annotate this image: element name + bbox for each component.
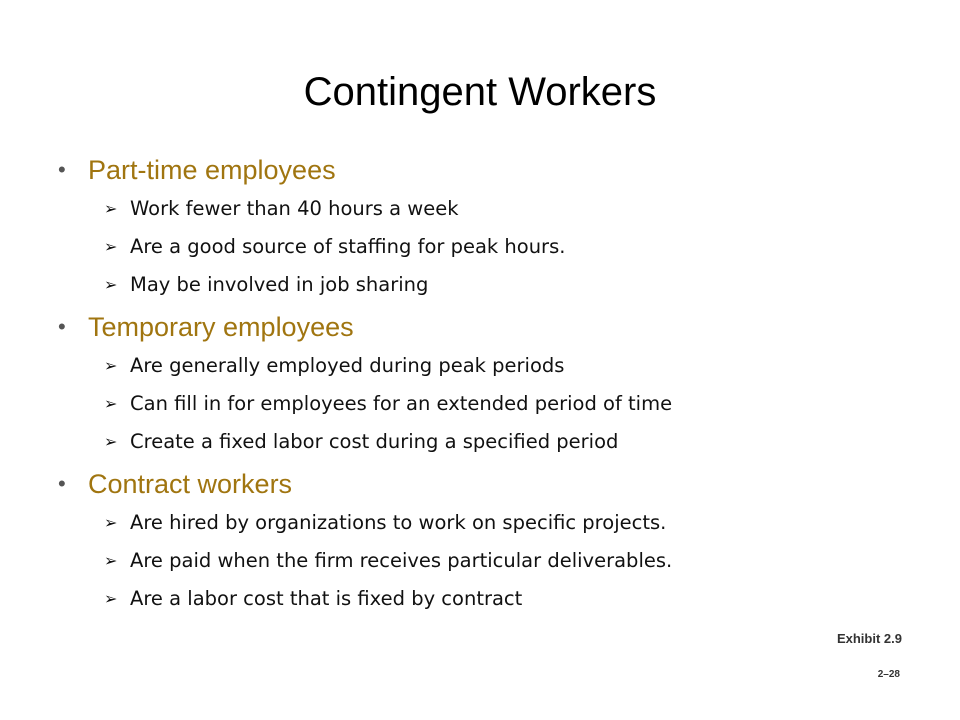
arrow-bullet-icon: ➢ (104, 394, 118, 413)
arrow-bullet-icon: ➢ (104, 199, 118, 218)
list-item-text: Are a labor cost that is fixed by contract (130, 587, 523, 610)
list-item (58, 266, 918, 304)
arrow-bullet-icon: ➢ (104, 589, 118, 608)
list-item-text: Are paid when the firm receives particular deliverables. (130, 549, 673, 572)
list-item (58, 347, 918, 385)
list-item (58, 504, 918, 542)
arrow-bullet-icon: ➢ (104, 513, 118, 532)
list-item (58, 580, 918, 618)
list-item (58, 190, 918, 228)
list-item-text: Create a fixed labor cost during a specified period (130, 430, 619, 453)
section-part-time (58, 150, 918, 304)
exhibit-label: Exhibit 2.9 (836, 631, 902, 646)
section-contract (58, 464, 918, 618)
section-heading (58, 150, 918, 190)
list-item-text: Are hired by organizations to work on specific projects. (130, 511, 667, 534)
list-item-text: Are generally employed during peak periods (130, 354, 565, 377)
arrow-bullet-icon: ➢ (104, 551, 118, 570)
list-item (58, 228, 918, 266)
slide-body (58, 150, 918, 621)
page-number: 2–28 (877, 669, 900, 680)
slide-title: Contingent Workers (303, 70, 657, 114)
list-item (58, 542, 918, 580)
arrow-bullet-icon: ➢ (104, 237, 118, 256)
bullet-icon: • (58, 314, 66, 339)
list-item-text: May be involved in job sharing (130, 273, 429, 296)
arrow-bullet-icon: ➢ (104, 275, 118, 294)
list-item-text: Can fill in for employees for an extended period of time (130, 392, 673, 415)
list-item-text: Work fewer than 40 hours a week (130, 197, 459, 220)
arrow-bullet-icon: ➢ (104, 432, 118, 451)
arrow-bullet-icon: ➢ (104, 356, 118, 375)
bullet-icon: • (58, 471, 66, 496)
bullet-icon: • (58, 157, 66, 182)
section-heading-text: Temporary employees (88, 312, 354, 342)
list-item (58, 423, 918, 461)
section-heading (58, 464, 918, 504)
section-heading (58, 307, 918, 347)
section-temporary (58, 307, 918, 461)
section-heading-text: Contract workers (88, 469, 293, 499)
section-heading-text: Part-time employees (88, 155, 336, 185)
list-item (58, 385, 918, 423)
list-item-text: Are a good source of staffing for peak hours. (130, 235, 566, 258)
